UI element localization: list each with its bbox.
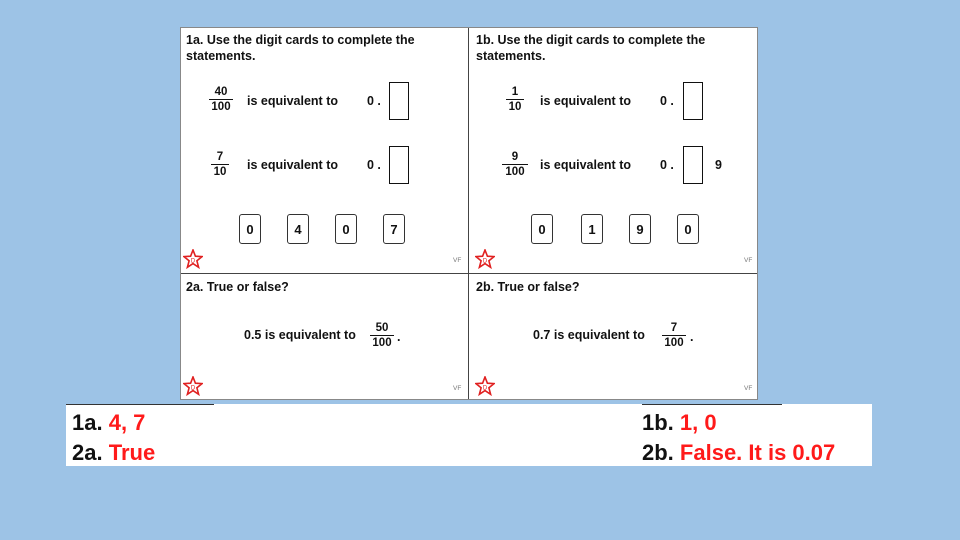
- q1b-row1-prefix: 0 .: [660, 94, 674, 108]
- answers-panel: [66, 404, 872, 466]
- digit-card[interactable]: 9: [629, 214, 651, 244]
- answer-value: True: [108, 440, 156, 465]
- numerator: 7: [216, 151, 224, 163]
- digit-card[interactable]: 0: [335, 214, 357, 244]
- q1a-answer-box-1[interactable]: [389, 82, 409, 120]
- q1a-answer-box-2[interactable]: [389, 146, 409, 184]
- q1a-row1-text: is equivalent to: [247, 94, 338, 108]
- vf-mark: VF: [453, 385, 462, 392]
- q1b-answer-box-2[interactable]: [683, 146, 703, 184]
- digit-card[interactable]: 0: [531, 214, 553, 244]
- worksheet: [180, 27, 758, 400]
- q1a-title: 1a. Use the digit cards to complete the statements.: [186, 33, 415, 63]
- q1a-row2-prefix: 0 .: [367, 158, 381, 172]
- q1b-fraction-2: [502, 151, 528, 178]
- q2b-text: 0.7 is equivalent to: [533, 328, 645, 342]
- numerator: 40: [214, 86, 228, 98]
- star-letter: D: [482, 258, 488, 265]
- q1b-fraction-1: [506, 86, 524, 113]
- denominator: 100: [664, 337, 684, 350]
- star-badge-icon: [183, 376, 203, 396]
- q2a-fraction: [370, 322, 394, 349]
- q1a-fraction-2: [211, 151, 229, 178]
- q1a-row2-text: is equivalent to: [247, 158, 338, 172]
- q2a-title: 2a. True or false?: [186, 280, 289, 294]
- numerator: 1: [511, 86, 519, 98]
- denominator: 10: [213, 166, 227, 179]
- star-letter: D: [190, 258, 196, 265]
- answer-label: 1a.: [72, 410, 103, 435]
- answer-1b: [642, 410, 717, 436]
- vf-mark: VF: [453, 257, 462, 264]
- q1b-row2-prefix: 0 .: [660, 158, 674, 172]
- answer-label: 1b.: [642, 410, 674, 435]
- digit-card[interactable]: 0: [239, 214, 261, 244]
- q2b-fraction: [662, 322, 686, 349]
- numerator: 9: [511, 151, 519, 163]
- digit-card[interactable]: 1: [581, 214, 603, 244]
- vf-mark: VF: [744, 257, 753, 264]
- numerator: 7: [670, 322, 678, 334]
- digit-card[interactable]: 7: [383, 214, 405, 244]
- denominator: 100: [505, 166, 525, 179]
- vertical-divider: [468, 28, 469, 399]
- star-badge-icon: [475, 376, 495, 396]
- answer-label: 2a.: [72, 440, 103, 465]
- denominator: 100: [372, 337, 392, 350]
- digit-card[interactable]: 4: [287, 214, 309, 244]
- q2a-period: .: [397, 330, 401, 344]
- q1b-row2-text: is equivalent to: [540, 158, 631, 172]
- answer-2a: [72, 440, 155, 466]
- digit-card[interactable]: 0: [677, 214, 699, 244]
- answer-value: 1, 0: [679, 410, 717, 435]
- q2b-title: 2b. True or false?: [476, 280, 580, 294]
- star-badge-icon: [475, 249, 495, 269]
- numerator: 50: [375, 322, 389, 334]
- q1a-fraction-1: [209, 86, 233, 113]
- star-letter: D: [190, 385, 196, 392]
- q2b-period: .: [690, 330, 694, 344]
- denominator: 100: [211, 101, 231, 114]
- denominator: 10: [508, 101, 522, 114]
- q1b-title: 1b. Use the digit cards to complete the statements.: [476, 33, 706, 63]
- horizontal-divider: [181, 273, 757, 274]
- q1b-row1-text: is equivalent to: [540, 94, 631, 108]
- vf-mark: VF: [744, 385, 753, 392]
- divider-line: [642, 404, 782, 405]
- q1a-row1-prefix: 0 .: [367, 94, 381, 108]
- answer-value: 4, 7: [108, 410, 146, 435]
- q2a-text: 0.5 is equivalent to: [244, 328, 356, 342]
- q1b-row2-suffix: 9: [715, 158, 722, 172]
- divider-line: [66, 404, 214, 405]
- answer-value: False. It is 0.07: [679, 440, 836, 465]
- q1b-answer-box-1[interactable]: [683, 82, 703, 120]
- star-badge-icon: [183, 249, 203, 269]
- star-letter: D: [482, 385, 488, 392]
- answer-label: 2b.: [642, 440, 674, 465]
- answer-1a: [72, 410, 145, 436]
- answer-2b: [642, 440, 835, 466]
